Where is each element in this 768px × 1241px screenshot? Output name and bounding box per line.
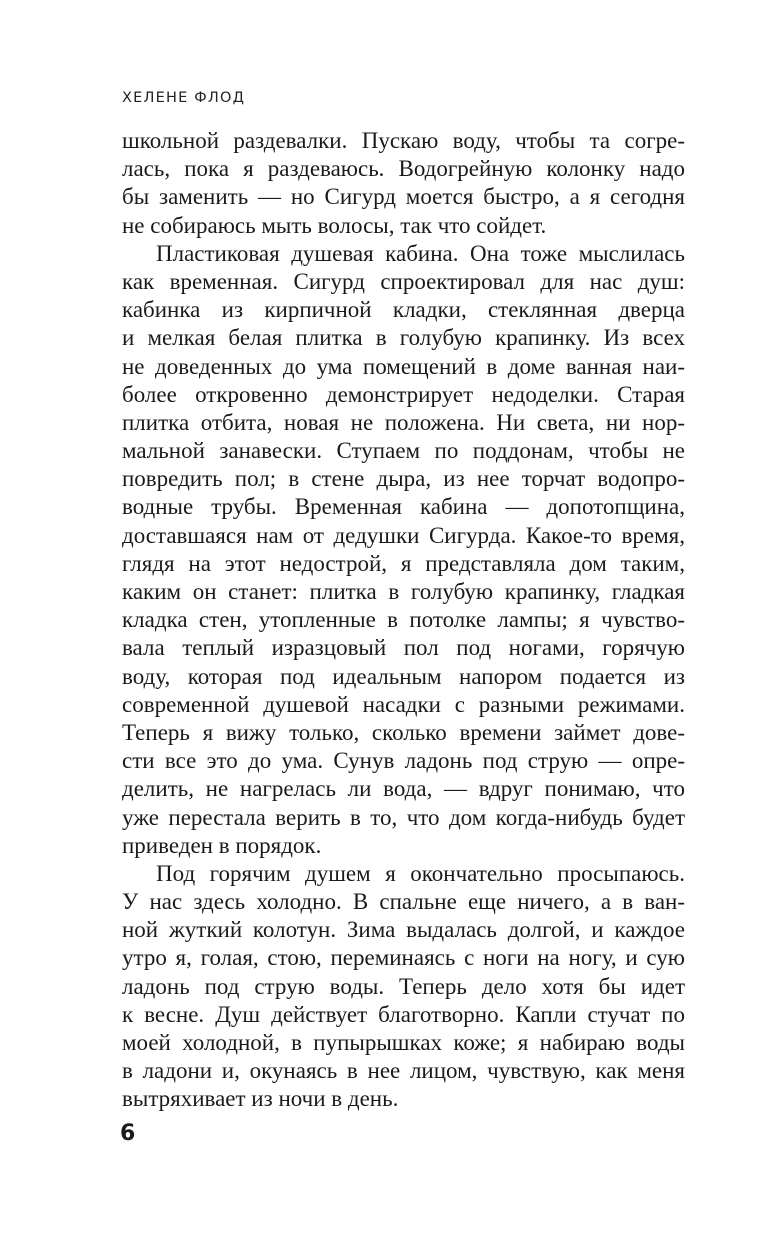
text-line: каким он станет: плитка в голубую крапинку, гладкая (122, 579, 685, 604)
text-line: доставшаяся нам от дедушки Сигурда. Какое-то время, (122, 522, 685, 548)
text-line: сти все это до ума. Сунув ладонь под струю — опре- (122, 748, 685, 774)
text-line: ной жуткий колотун. Зима выдалась долгой, и каждое (122, 917, 685, 943)
text-line: водные трубы. Временная кабина — допотопщина, (122, 494, 685, 520)
text-line: повредить пол; в стене дыра, из нее торчат водопро- (122, 466, 685, 492)
text-line: делить, не нагрелась ли вода, — вдруг понимаю, что (122, 776, 685, 802)
text-line: бы заменить — но Сигурд моется быстро, а я сегодня (122, 184, 685, 210)
text-line: мальной занавески. Ступаем по поддонам, чтобы не (122, 438, 685, 464)
text-line: вала теплый изразцовый пол под ногами, горячую (122, 635, 685, 661)
text-line: Пластиковая душевая кабина. Она тоже мыслилась (156, 240, 685, 266)
running-head: ХЕЛЕНЕ ФЛОД (122, 90, 246, 106)
text-line: в ладони и, окунаясь в нее лицом, чувствую, как меня (122, 1058, 685, 1084)
text-line: вытряхивает из ночи в день. (122, 1086, 399, 1112)
text-line: Под горячим душем я окончательно просыпаюсь. (156, 860, 685, 886)
text-line: не собираюсь мыть волосы, так что сойдет. (122, 212, 547, 238)
text-line: У нас здесь холодно. В спальне еще ничего, а в ван- (122, 889, 685, 915)
text-line: глядя на этот недострой, я представляла дом таким, (122, 550, 685, 576)
text-line: кладка стен, утопленные в потолке лампы; я чувство- (122, 607, 685, 633)
text-line: как временная. Сигурд спроектировал для нас душ: (122, 268, 685, 294)
text-line: лась, пока я раздеваюсь. Водогрейную колонку надо (122, 156, 685, 182)
text-line: школьной раздевалки. Пускаю воду, чтобы та согре- (122, 128, 685, 153)
text-line: не доведенных до ума помещений в доме ванная наи- (122, 353, 685, 379)
text-line: и мелкая белая плитка в голубую крапинку. Из всех (122, 325, 685, 351)
text-line: плитка отбита, новая не положена. Ни света, ни нор- (122, 409, 685, 435)
text-line: утро я, голая, стою, переминаясь с ноги на ногу, и сую (122, 945, 685, 971)
text-line: моей холодной, в пупырышках коже; я набираю воды (122, 1030, 685, 1055)
text-line: Теперь я вижу только, сколько времени займет дове- (122, 719, 685, 745)
text-line: уже перестала верить в то, что дом когда-нибудь будет (122, 804, 685, 830)
page-number: 6 (120, 1121, 136, 1146)
text-line: ладонь под струю воды. Теперь дело хотя бы идет (122, 973, 685, 999)
text-line: более откровенно демонстрирует недоделки. Старая (122, 381, 685, 407)
text-line: воду, которая под идеальным напором подается из (122, 663, 685, 689)
text-line: приведен в порядок. (122, 832, 322, 858)
text-line: кабинка из кирпичной кладки, стеклянная дверца (122, 297, 685, 323)
text-line: к весне. Душ действует благотворно. Капли стучат по (122, 1001, 685, 1027)
text-line: современной душевой насадки с разными режимами. (122, 691, 685, 717)
body-text (122, 127, 685, 1114)
